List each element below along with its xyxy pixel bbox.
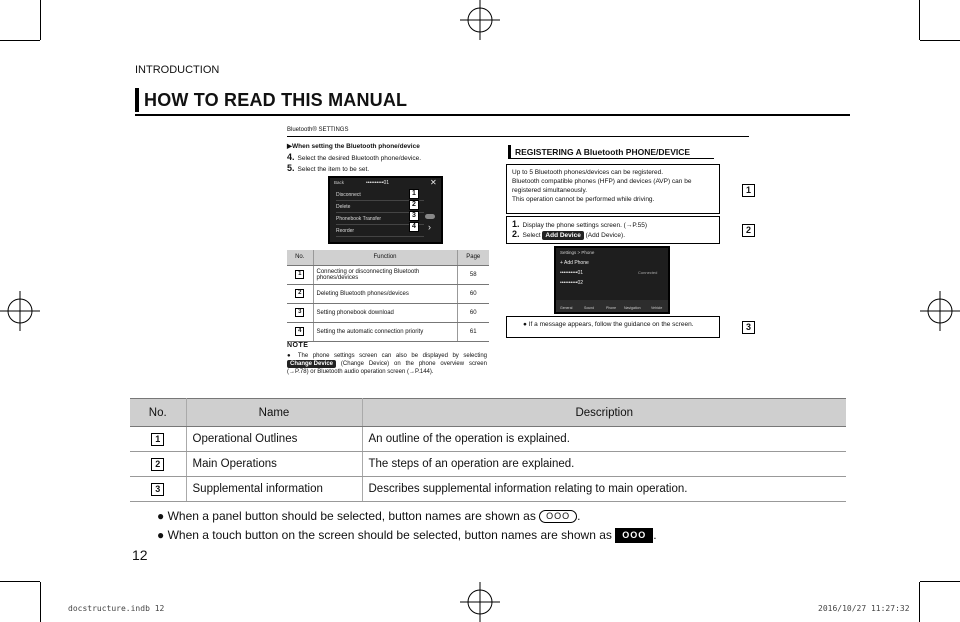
note-label: NOTE xyxy=(287,342,309,349)
table-header: Name xyxy=(186,399,362,427)
touch-button-sample: OOO xyxy=(615,528,653,543)
crop-mark xyxy=(40,0,41,40)
callout-2: 2 xyxy=(742,224,755,237)
registering-title-text: REGISTERING A Bluetooth PHONE/DEVICE xyxy=(515,147,691,157)
table-header: Page xyxy=(457,250,489,265)
function-table xyxy=(287,250,489,342)
note-pre: ● The phone settings screen can also be displayed by selecting xyxy=(287,353,487,359)
function-cell: Connecting or disconnecting Bluetooth phones/devices xyxy=(313,265,457,284)
row-number-cell xyxy=(130,427,186,452)
screen-device-name: ••••••••••01 xyxy=(366,180,390,186)
crop-mark xyxy=(919,582,920,622)
number-box: 3 xyxy=(151,483,164,496)
main-operations-box xyxy=(506,216,720,244)
page-cell: 58 xyxy=(457,265,489,284)
title-bar xyxy=(135,88,139,112)
number-box: 2 xyxy=(151,458,164,471)
table-row xyxy=(287,322,489,341)
name-cell: Operational Outlines xyxy=(186,427,362,452)
registration-mark-top xyxy=(460,0,500,40)
step-number: 5. xyxy=(287,163,295,173)
section-label: INTRODUCTION xyxy=(135,64,220,76)
screen-callout-1: 1 xyxy=(409,189,419,199)
sample-step-2 xyxy=(512,230,714,240)
change-device-button: Change Device xyxy=(287,360,336,368)
screen-add-phone: + Add Phone xyxy=(560,260,589,266)
table-header: Description xyxy=(362,399,846,427)
toggle-icon xyxy=(425,214,435,219)
supplemental-text: ● If a message appears, follow the guidance on the screen. xyxy=(523,321,694,328)
screen-callout-4: 4 xyxy=(409,222,419,232)
row-number-cell xyxy=(287,284,313,303)
step-text: (Add Device). xyxy=(585,232,625,239)
name-cell: Supplemental information xyxy=(186,477,362,502)
page-number: 12 xyxy=(132,547,148,563)
period: . xyxy=(577,509,581,523)
function-cell: Deleting Bluetooth phones/devices xyxy=(313,284,457,303)
row-number-cell xyxy=(287,303,313,322)
outline-line: This operation cannot be performed while driving. xyxy=(512,196,655,203)
crop-mark xyxy=(0,40,40,41)
registration-mark-bottom xyxy=(460,582,500,622)
sample-step-5 xyxy=(287,164,369,174)
page-title xyxy=(135,86,850,116)
sample-screen-phone xyxy=(554,246,670,314)
table-row xyxy=(130,452,846,477)
footer-timestamp: 2016/10/27 11:27:32 xyxy=(818,604,910,613)
chevron-right-icon: › xyxy=(428,222,431,232)
step-number: 4. xyxy=(287,152,295,162)
screen-row-reorder: Reorder xyxy=(336,226,424,237)
sample-step-1 xyxy=(512,220,714,230)
note-text xyxy=(287,352,487,376)
function-cell: Setting phonebook download xyxy=(313,303,457,322)
function-cell: Setting the automatic connection priority xyxy=(313,322,457,341)
step-number: 1. xyxy=(512,219,520,229)
bullet-touch-button xyxy=(157,528,657,543)
tab-navigation: Navigation xyxy=(624,306,641,310)
bullet-panel-button xyxy=(157,509,581,523)
screen-callout-3: 3 xyxy=(409,211,419,221)
registering-title xyxy=(508,145,714,159)
bullet-text: ● When a touch button on the screen should be selected, button names are shown as xyxy=(157,528,612,542)
registration-mark-right xyxy=(920,291,960,331)
description-cell: An outline of the operation is explained. xyxy=(362,427,846,452)
tab-general: General xyxy=(560,306,573,310)
outline-line: Bluetooth compatible phones (HFP) and devices (AVP) can be registered simultaneously. xyxy=(512,178,692,194)
outline-line: Up to 5 Bluetooth phones/devices can be registered. xyxy=(512,169,664,176)
page-cell: 61 xyxy=(457,322,489,341)
description-cell: The steps of an operation are explained. xyxy=(362,452,846,477)
row-number-cell xyxy=(130,452,186,477)
crop-mark xyxy=(920,581,960,582)
table-header: No. xyxy=(287,250,313,265)
crop-mark xyxy=(919,0,920,40)
period: . xyxy=(653,528,657,542)
number-box: 1 xyxy=(295,270,304,279)
sample-section-header: Bluetooth® SETTINGS xyxy=(287,127,749,137)
table-row xyxy=(287,265,489,284)
callout-3: 3 xyxy=(742,321,755,334)
registration-mark-left xyxy=(0,291,40,331)
crop-mark xyxy=(0,581,40,582)
row-number-cell xyxy=(287,322,313,341)
screen-row-phonebook: Phonebook Transfer xyxy=(336,214,424,225)
note-post: (Change Device) on the phone overview screen (→P.78) or Bluetooth audio operation screen (→P.144). xyxy=(287,361,487,375)
number-box: 3 xyxy=(295,308,304,317)
tab-phone: Phone xyxy=(606,306,617,310)
close-icon: ✕ xyxy=(430,178,437,187)
table-row xyxy=(130,477,846,502)
screen-row-delete: Delete xyxy=(336,202,424,213)
page-title-text: HOW TO READ THIS MANUAL xyxy=(144,90,408,110)
table-header: Function xyxy=(313,250,457,265)
number-box: 2 xyxy=(295,289,304,298)
step-text: Select the desired Bluetooth phone/device. xyxy=(297,155,422,162)
sample-when-heading: ▶When setting the Bluetooth phone/device xyxy=(287,143,420,150)
screen-tab-bar xyxy=(556,300,668,312)
page-cell: 60 xyxy=(457,303,489,322)
step-text: Select the item to be set. xyxy=(297,166,370,173)
name-cell: Main Operations xyxy=(186,452,362,477)
table-header-row xyxy=(287,250,489,265)
screen-title: Settings > Phone xyxy=(560,250,595,255)
callout-1: 1 xyxy=(742,184,755,197)
step-text: Display the phone settings screen. (→P.55) xyxy=(522,222,648,229)
page-cell: 60 xyxy=(457,284,489,303)
tab-sound: Sound xyxy=(584,306,595,310)
screen-callout-2: 2 xyxy=(409,200,419,210)
footer-file: docstructure.indb 12 xyxy=(68,604,165,613)
add-device-button: Add Device xyxy=(542,231,583,240)
screen-back-label: Back xyxy=(334,180,345,185)
operational-outline-box xyxy=(506,164,720,214)
screen-device-1: ••••••••••01 xyxy=(560,270,584,276)
supplemental-box xyxy=(506,316,720,338)
number-box: 1 xyxy=(151,433,164,446)
table-header: No. xyxy=(130,399,186,427)
description-table xyxy=(130,398,846,502)
table-row xyxy=(130,427,846,452)
screen-device-2: ••••••••••02 xyxy=(560,280,584,286)
table-header-row xyxy=(130,399,846,427)
row-number-cell xyxy=(287,265,313,284)
screen-device-status: Connected xyxy=(638,270,658,275)
step-text: Select xyxy=(522,232,541,239)
bullet-text: ● When a panel button should be selected, button names are shown as xyxy=(157,509,536,523)
number-box: 4 xyxy=(295,327,304,336)
crop-mark xyxy=(920,40,960,41)
table-row xyxy=(287,303,489,322)
row-number-cell xyxy=(130,477,186,502)
title-bar xyxy=(508,145,511,159)
sample-step-4 xyxy=(287,153,421,163)
table-row xyxy=(287,284,489,303)
panel-button-sample: OOO xyxy=(539,510,577,523)
description-cell: Describes supplemental information relating to main operation. xyxy=(362,477,846,502)
screen-row-disconnect: Disconnect xyxy=(336,190,424,201)
step-number: 2. xyxy=(512,229,520,239)
crop-mark xyxy=(40,582,41,622)
tab-vehicle: Vehicle xyxy=(651,306,663,310)
sample-screen-settings xyxy=(328,176,443,244)
